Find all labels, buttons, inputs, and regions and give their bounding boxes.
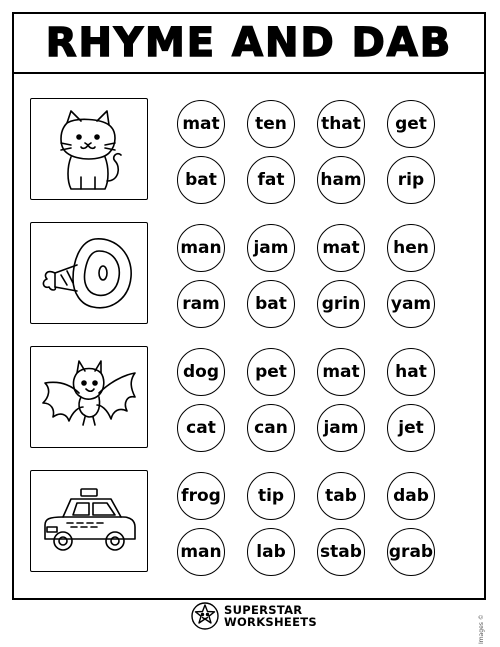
word-bubble[interactable]: mat (177, 100, 225, 148)
picture-box (30, 98, 148, 200)
ham-icon (37, 229, 141, 317)
picture-box (30, 470, 148, 572)
word-bubble[interactable]: lab (247, 528, 295, 576)
rhyme-row-2 (30, 222, 470, 332)
word-bubble[interactable]: grab (387, 528, 435, 576)
word-bubble[interactable]: cat (177, 404, 225, 452)
rhyme-row-3 (30, 346, 470, 456)
brand-line-1: SUPERSTAR (224, 603, 303, 617)
word-bubble[interactable]: frog (177, 472, 225, 520)
word-bubble[interactable]: bat (247, 280, 295, 328)
word-bubble[interactable]: man (177, 528, 225, 576)
word-bubble[interactable]: that (317, 100, 365, 148)
cat-icon (37, 105, 141, 193)
word-bubbles (166, 470, 446, 580)
word-bubble[interactable]: stab (317, 528, 365, 576)
superstar-logo-icon (190, 601, 220, 631)
word-bubble[interactable]: man (177, 224, 225, 272)
page-title: RHYME AND DAB (45, 20, 453, 66)
picture-box (30, 346, 148, 448)
word-bubble[interactable]: ten (247, 100, 295, 148)
word-bubble[interactable]: mat (317, 348, 365, 396)
word-bubble[interactable]: hen (387, 224, 435, 272)
brand-line-2: WORKSHEETS (224, 615, 317, 629)
brand-text (224, 604, 317, 628)
word-bubble[interactable]: fat (247, 156, 295, 204)
rhyme-row-1 (30, 98, 470, 208)
brand-footer (190, 598, 340, 634)
word-bubble[interactable]: dog (177, 348, 225, 396)
word-bubble[interactable]: jet (387, 404, 435, 452)
word-bubble[interactable]: can (247, 404, 295, 452)
word-bubble[interactable]: ham (317, 156, 365, 204)
word-bubble[interactable]: bat (177, 156, 225, 204)
word-bubble[interactable]: yam (387, 280, 435, 328)
title-bar (14, 14, 484, 74)
word-bubble[interactable]: ram (177, 280, 225, 328)
rhyme-row-4 (30, 470, 470, 580)
word-bubbles (166, 346, 446, 456)
word-bubble[interactable]: tab (317, 472, 365, 520)
word-bubble[interactable]: get (387, 100, 435, 148)
word-bubbles (166, 222, 446, 332)
picture-box (30, 222, 148, 324)
word-bubbles (166, 98, 446, 208)
bat-icon (37, 353, 141, 441)
word-bubble[interactable]: jam (317, 404, 365, 452)
worksheet-frame (12, 12, 486, 600)
image-credit-text: Images © (478, 614, 485, 644)
word-bubble[interactable]: tip (247, 472, 295, 520)
word-bubble[interactable]: pet (247, 348, 295, 396)
word-bubble[interactable]: jam (247, 224, 295, 272)
word-bubble[interactable]: grin (317, 280, 365, 328)
taxi-icon (37, 477, 141, 565)
word-bubble[interactable]: hat (387, 348, 435, 396)
image-credit (478, 608, 498, 644)
word-bubble[interactable]: rip (387, 156, 435, 204)
word-bubble[interactable]: mat (317, 224, 365, 272)
word-bubble[interactable]: dab (387, 472, 435, 520)
